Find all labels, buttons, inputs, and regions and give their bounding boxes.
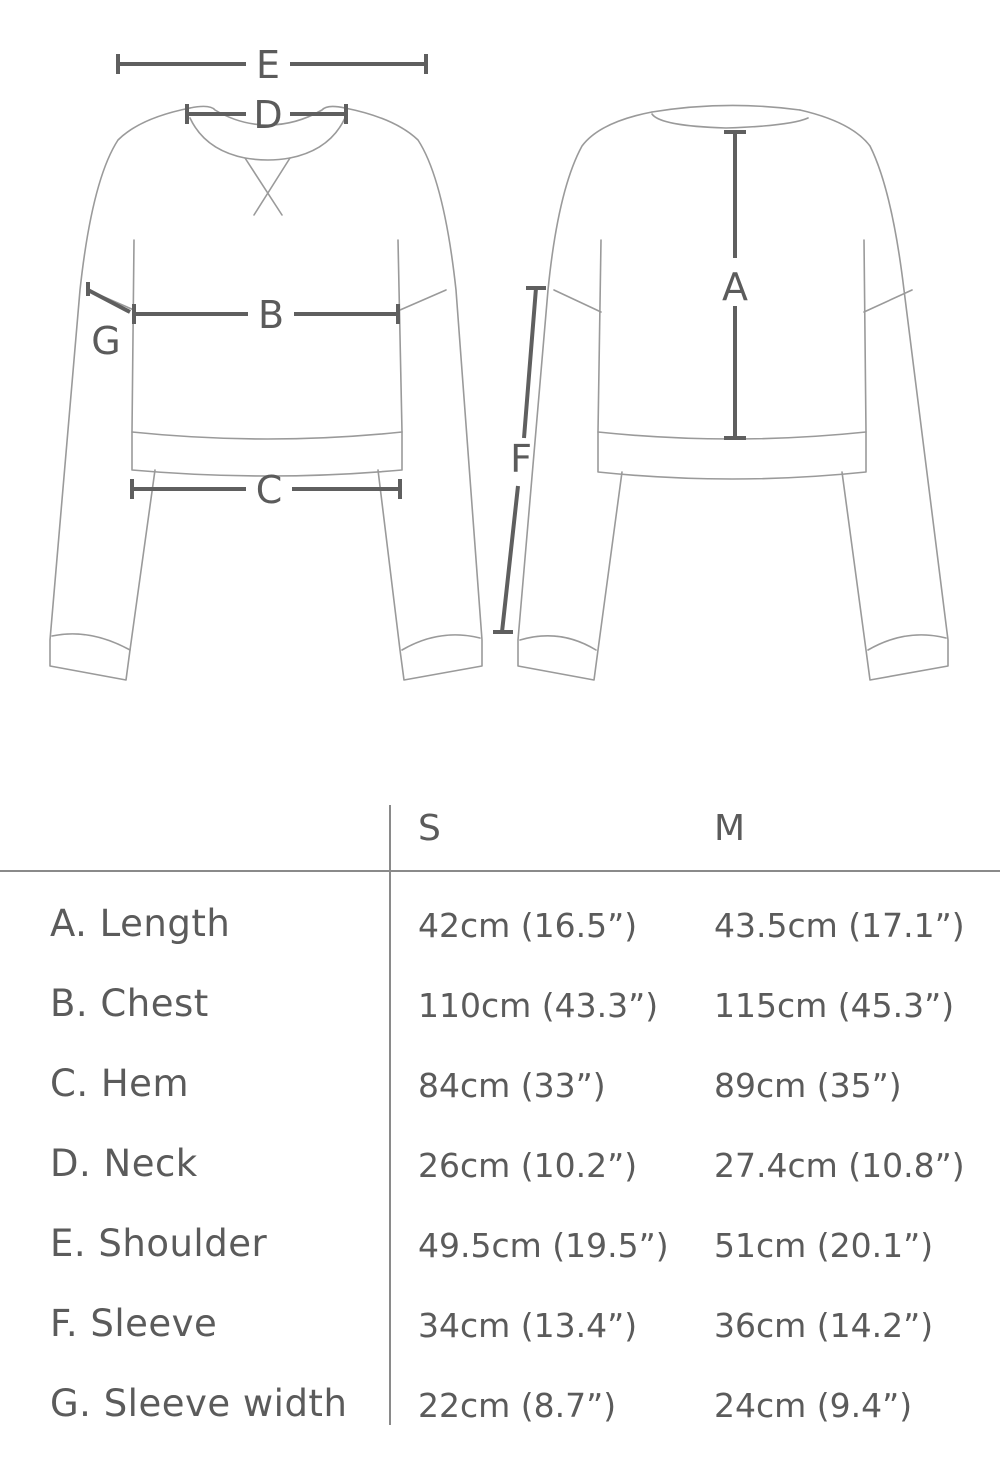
front-sweatshirt-outline xyxy=(50,106,482,680)
label-c: C xyxy=(255,468,283,512)
column-header-s: S xyxy=(418,808,441,849)
label-g: G xyxy=(91,319,121,363)
cell-size-m: 115cm (45.3”) xyxy=(714,986,955,1025)
table-row-chest xyxy=(0,982,1000,1042)
cell-size-m: 24cm (9.4”) xyxy=(714,1386,913,1425)
size-chart-table xyxy=(0,800,1000,1440)
table-row-sleeve xyxy=(0,1302,1000,1362)
label-a: A xyxy=(722,265,748,309)
cell-size-s: 84cm (33”) xyxy=(418,1066,606,1105)
row-label: F. Sleeve xyxy=(50,1302,218,1345)
row-label: C. Hem xyxy=(50,1062,189,1105)
measure-c xyxy=(132,468,400,512)
cell-size-s: 42cm (16.5”) xyxy=(418,906,638,945)
cell-size-m: 36cm (14.2”) xyxy=(714,1306,934,1345)
row-label: D. Neck xyxy=(50,1142,198,1185)
measure-e xyxy=(118,43,426,87)
table-row-sleeve-width xyxy=(0,1382,1000,1442)
measure-f xyxy=(493,288,546,632)
label-b: B xyxy=(257,293,285,337)
row-label: E. Shoulder xyxy=(50,1222,268,1265)
label-d: D xyxy=(253,93,283,137)
cell-size-s: 34cm (13.4”) xyxy=(418,1306,638,1345)
measure-d xyxy=(187,93,346,137)
cell-size-s: 22cm (8.7”) xyxy=(418,1386,617,1425)
column-header-m: M xyxy=(714,808,746,849)
row-label: A. Length xyxy=(50,902,231,945)
measure-b xyxy=(134,293,398,337)
cell-size-m: 89cm (35”) xyxy=(714,1066,902,1105)
cell-size-s: 26cm (10.2”) xyxy=(418,1146,638,1185)
label-e: E xyxy=(255,43,281,87)
header-divider xyxy=(0,870,1000,872)
sweatshirt-diagram xyxy=(0,0,1000,720)
row-label: G. Sleeve width xyxy=(50,1382,348,1425)
row-label: B. Chest xyxy=(50,982,209,1025)
cell-size-m: 51cm (20.1”) xyxy=(714,1226,934,1265)
table-row-hem xyxy=(0,1062,1000,1122)
measure-a xyxy=(722,132,748,438)
table-row-shoulder xyxy=(0,1222,1000,1282)
table-row-length xyxy=(0,902,1000,962)
table-row-neck xyxy=(0,1142,1000,1202)
measure-g xyxy=(88,282,130,363)
cell-size-s: 110cm (43.3”) xyxy=(418,986,659,1025)
cell-size-s: 49.5cm (19.5”) xyxy=(418,1226,669,1265)
label-f: F xyxy=(510,437,532,481)
cell-size-m: 43.5cm (17.1”) xyxy=(714,906,965,945)
cell-size-m: 27.4cm (10.8”) xyxy=(714,1146,965,1185)
